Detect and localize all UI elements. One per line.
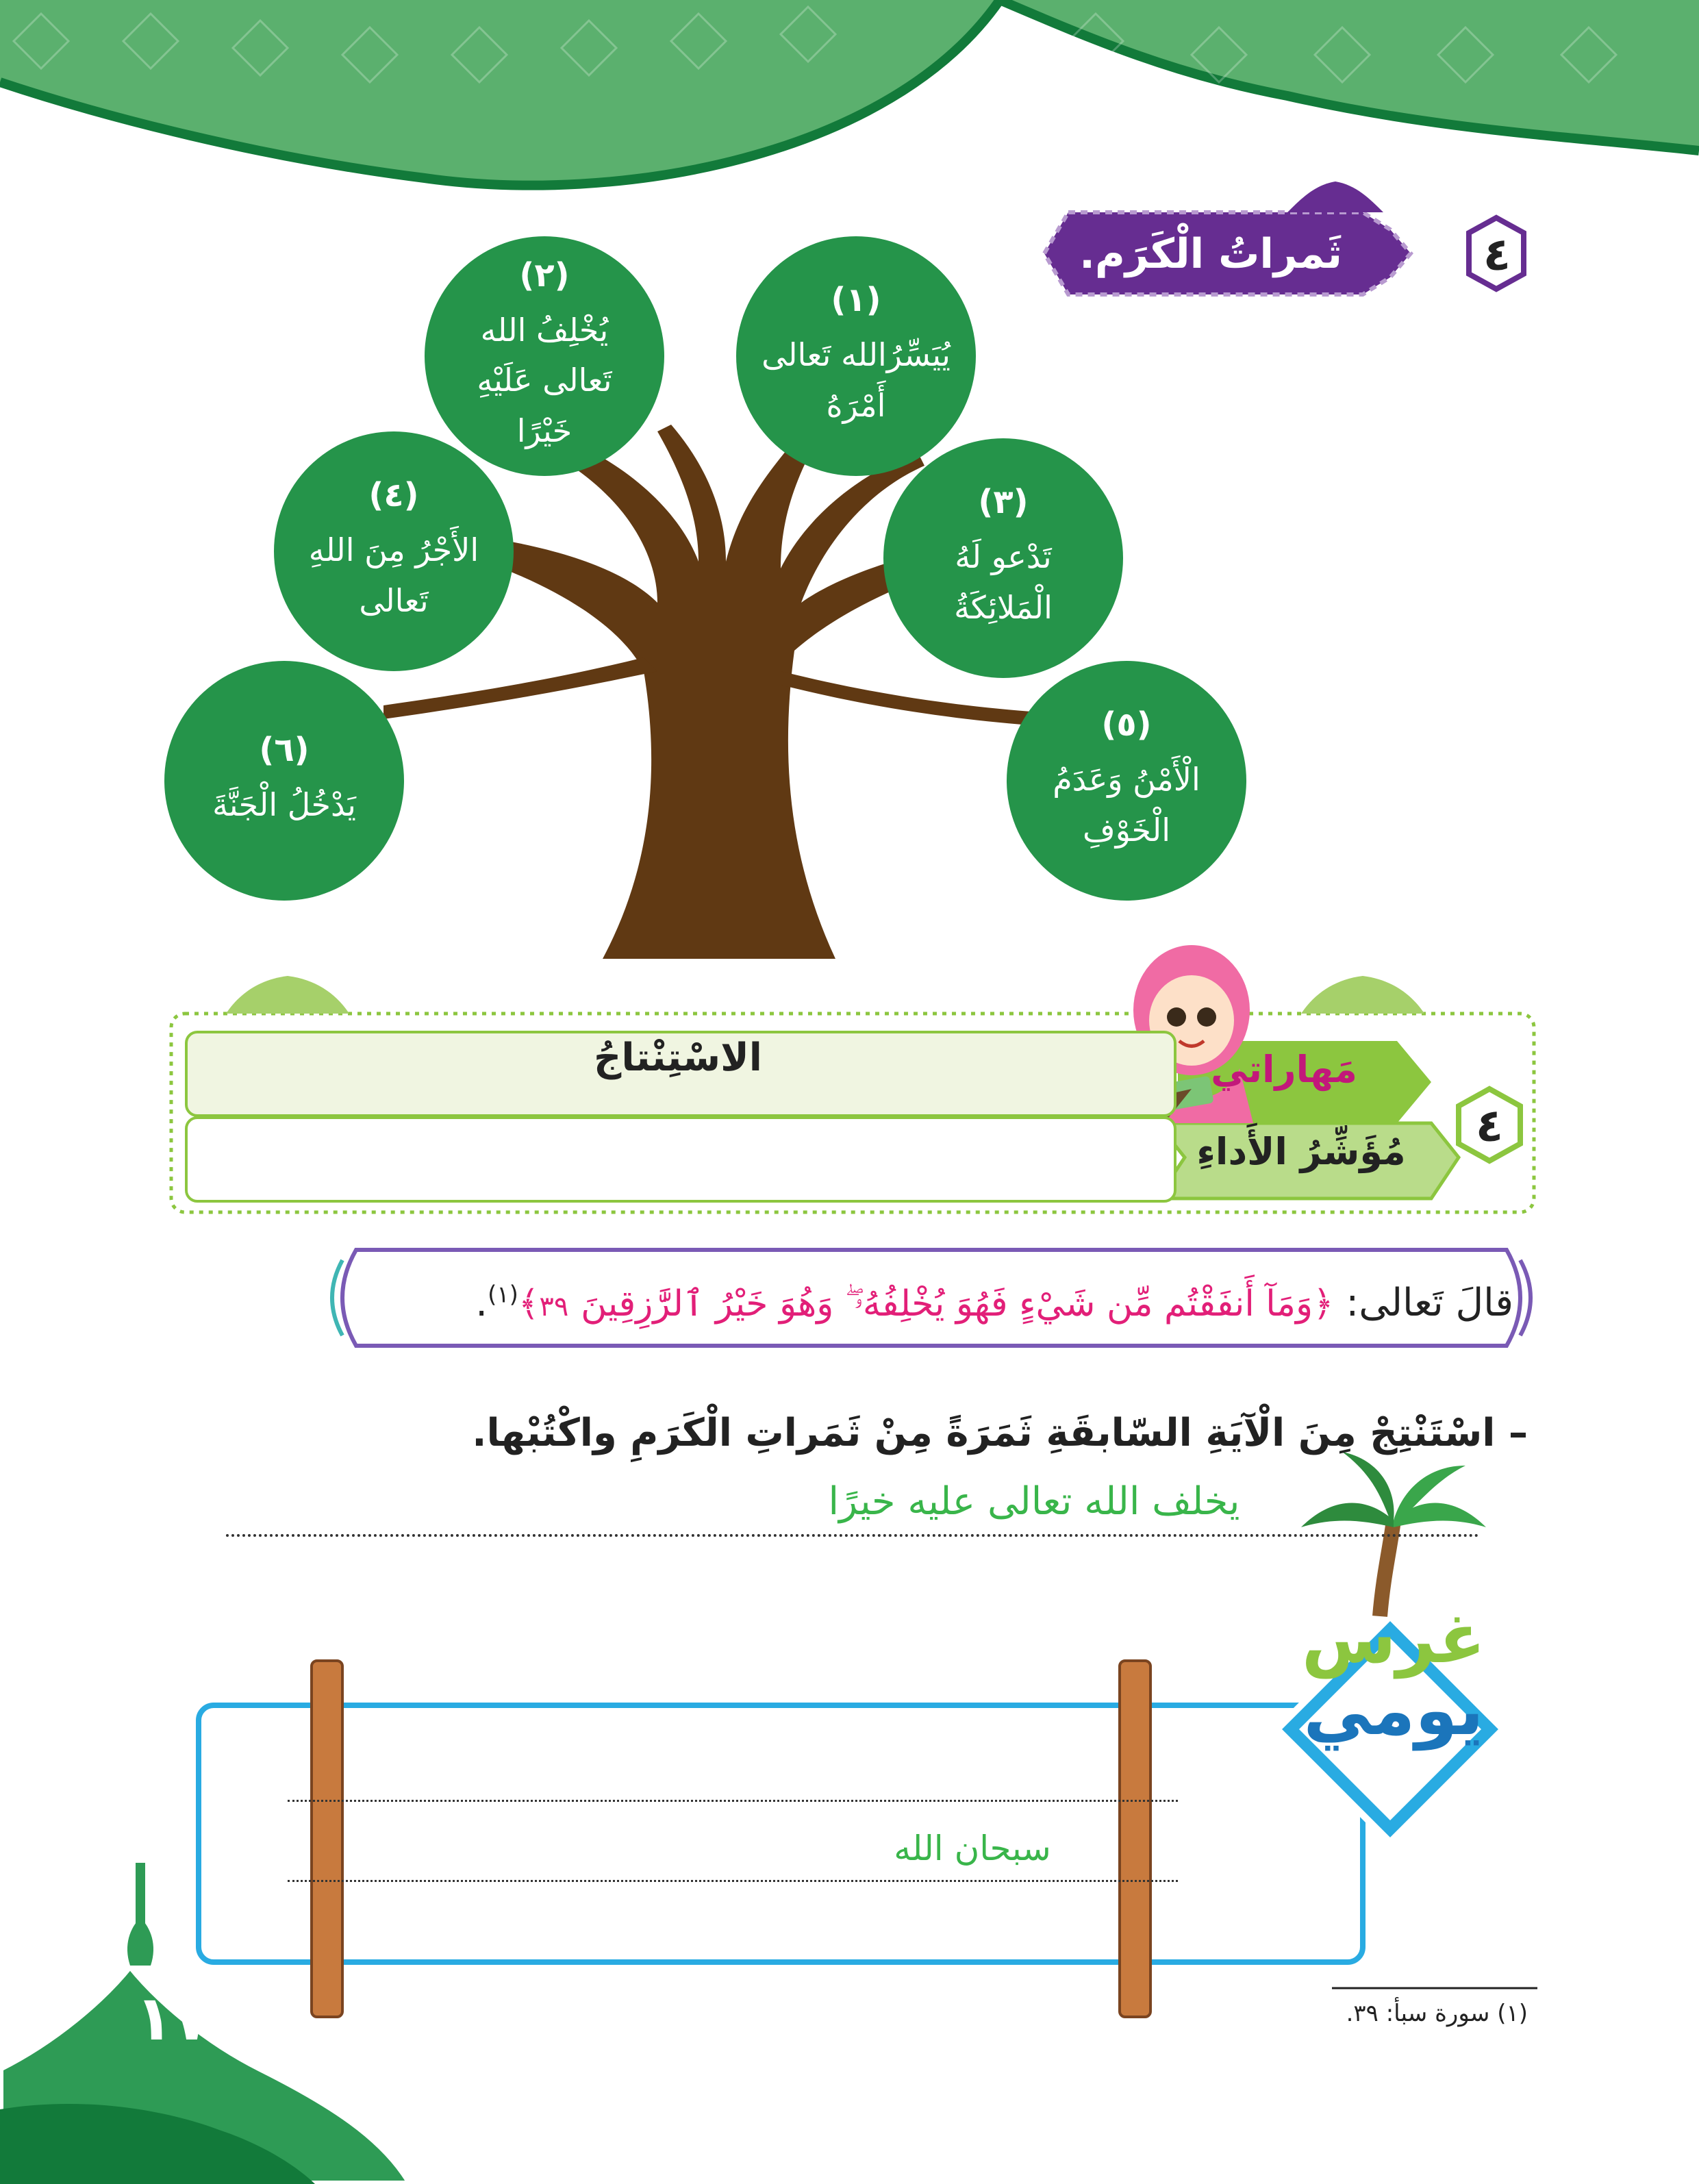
fruit-text: يُيَسِّرُالله تَعالى أَمْرَهُ (762, 336, 951, 424)
fruit-circle-5 (1007, 661, 1246, 901)
skill-name: الاسْتِنْتاجُ (594, 1035, 762, 1080)
fruit-text: يُخْلِفُ الله تَعالى عَلَيْهِ خَيْرًا (477, 311, 612, 449)
skills-header: مَهاراتي (1211, 1048, 1357, 1091)
verse-close: ﴾ (518, 1283, 540, 1325)
section-title (1041, 205, 1445, 301)
verse-end: . (475, 1281, 488, 1325)
fruit-circle-4 (274, 431, 514, 671)
section-number: ٤ (1483, 227, 1511, 281)
daily-label-bottom: يومي (1303, 1670, 1484, 1750)
quran-verse (363, 1281, 1513, 1325)
fruit-text: الْأَمْنُ وَعَدَمُ الْخَوْفِ (1053, 761, 1200, 849)
daily-dotted-line-2 (288, 1880, 1178, 1882)
ayah-number: ٣٩ (539, 1291, 569, 1322)
daily-remembrance-text[interactable]: سبحان الله (894, 1829, 1051, 1868)
fruit-number: (٤) (368, 476, 419, 515)
fruit-circle-6 (164, 661, 404, 901)
verse-text: ﴿وَمَآ أَنفَقْتُم مِّن شَيْءٍ فَهُوَ يُخْلِفُهُۥ ۖ وَهُوَ خَيْرُ ٱلرَّٰزِقِينَ (581, 1283, 1334, 1325)
daily-label-top: غرس (1301, 1598, 1486, 1679)
answer-dotted-line (226, 1534, 1479, 1537)
skills-number: ٤ (1475, 1099, 1504, 1152)
fruit-circle-3 (883, 438, 1123, 678)
indicator-bar (185, 1116, 1176, 1203)
fruit-text: يَدْخُلُ الْجَنَّةَ (212, 786, 356, 824)
question-text: – اسْتَنْتِجْ مِنَ الْآيَةِ السّابقَةِ ثَمَرَةً مِنْ ثَمَراتِ الْكَرَمِ واكْتُبْها. (472, 1411, 1528, 1455)
footnote: (١) سورة سبأ: ٣٩. (1346, 2000, 1528, 2027)
fruit-number: (٦) (259, 731, 310, 770)
performance-indicator-label: مُؤَشِّرُ الأَداءِ (1196, 1130, 1406, 1173)
section-title-text: ثَمراتُ الْكَرَم. (1079, 230, 1342, 278)
fruit-circle-1 (736, 236, 976, 476)
answer-text[interactable]: يخلف الله تعالى عليه خيرًا (828, 1479, 1240, 1524)
fruit-number: (٢) (519, 255, 570, 294)
fruit-circle-2 (425, 236, 664, 476)
fruit-number: (٥) (1101, 705, 1152, 744)
verse-intro: قالَ تَعالى: (1346, 1281, 1513, 1325)
fruit-number: (٣) (978, 483, 1029, 522)
fruit-number: (١) (831, 281, 881, 320)
fruit-text: الأَجْرُ مِنَ اللهِ تَعالى (308, 531, 479, 619)
page-number: ١٧٣ (135, 1983, 249, 2055)
daily-planting-label (1284, 1598, 1503, 1750)
top-green-banner (0, 0, 1000, 186)
daily-planting-box (199, 1705, 1363, 1962)
daily-dotted-line-1 (288, 1800, 1178, 1802)
fruit-text: تَدْعو لَهُ الْمَلائِكَةُ (954, 538, 1053, 626)
footnote-mark: (١) (488, 1281, 518, 1309)
